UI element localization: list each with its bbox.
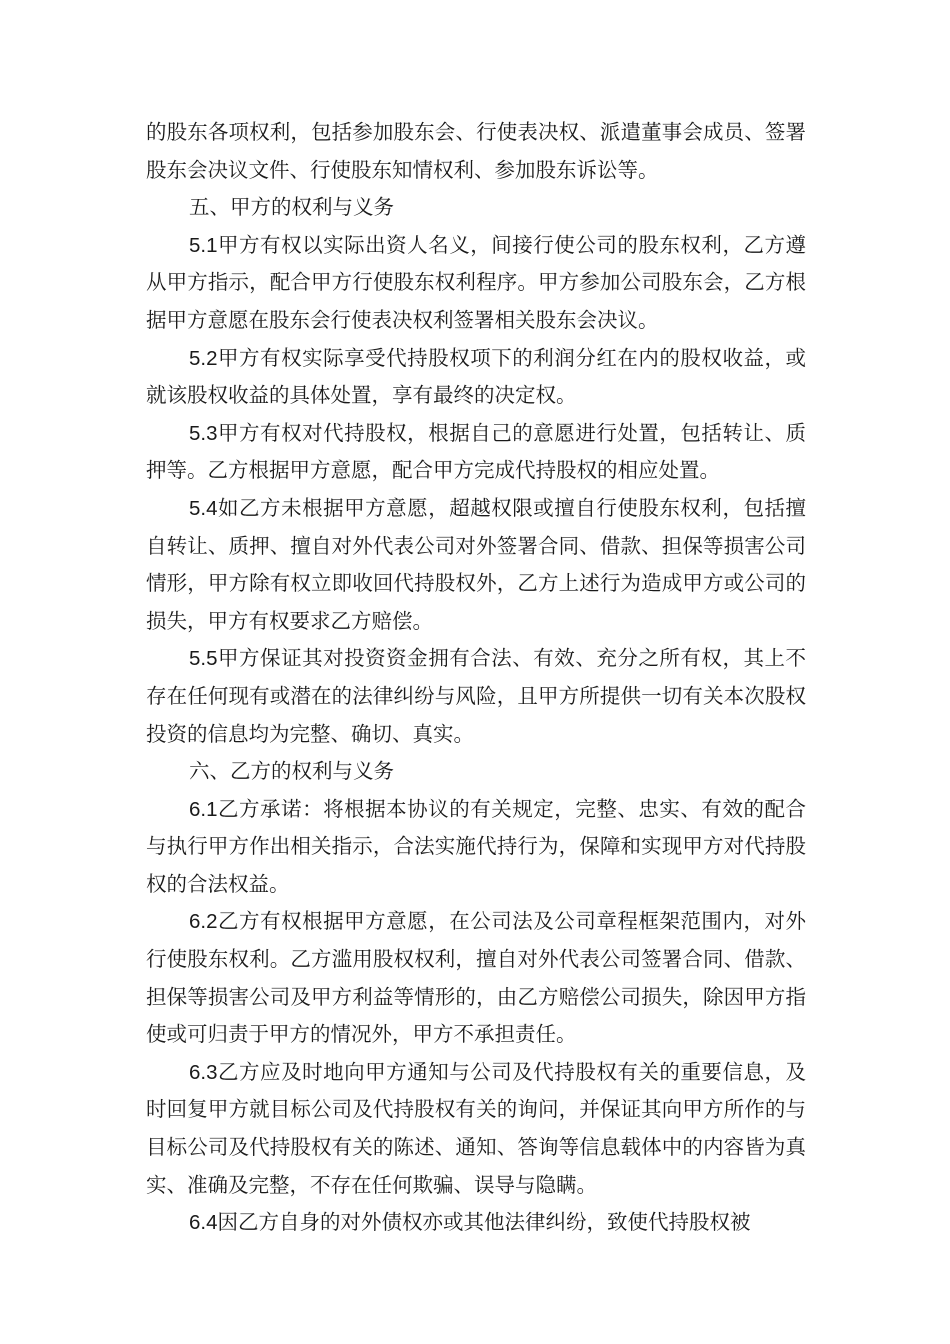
section-heading-6 [146, 753, 806, 791]
clause-6-4 [146, 1204, 806, 1242]
clause-text: 甲方有权以实际出资人名义，间接行使公司的股东权利，乙方遵从甲方指示，配合甲方行使股东权利程序。甲方参加公司股东会，乙方根据甲方意愿在股东会行使表决权利签署相关股东会决议。 [146, 232, 806, 332]
clause-number: 5.5 [189, 647, 218, 671]
clause-text: 甲方有权对代持股权，根据自己的意愿进行处置，包括转让、质押等。乙方根据甲方意愿，配合甲方完成代持股权的相应处置。 [146, 420, 806, 483]
clause-text: 因乙方自身的对外债权亦或其他法律纠纷，致使代持股权被 [217, 1210, 751, 1235]
document-body [146, 114, 806, 1242]
clause-5-3 [146, 415, 806, 490]
clause-number: 5.1 [189, 233, 218, 257]
clause-text: 甲方有权实际享受代持股权项下的利润分红在内的股权收益，或就该股权收益的具体处置，享有最终的决定权。 [146, 345, 806, 408]
heading-text: 六、乙方的权利与义务 [189, 759, 394, 784]
clause-6-1 [146, 791, 806, 904]
clause-number: 6.1 [189, 797, 218, 821]
clause-6-2 [146, 903, 806, 1053]
clause-5-1 [146, 227, 806, 340]
clause-5-4 [146, 490, 806, 640]
section-heading-5 [146, 189, 806, 227]
clause-number: 5.3 [189, 421, 218, 445]
clause-6-3 [146, 1054, 806, 1204]
clause-text: 如乙方未根据甲方意愿，超越权限或擅自行使股东权利，包括擅自转让、质押、擅自对外代表公司对外签署合同、借款、担保等损害公司情形，甲方除有权立即收回代持股权外，乙方上述行为造成甲方或公司的损失，甲方有权要求乙方赔偿。 [146, 495, 806, 633]
clause-5-2 [146, 340, 806, 415]
clause-text: 乙方应及时地向甲方通知与公司及代持股权有关的重要信息，及时回复甲方就目标公司及代持股权有关的询问，并保证其向甲方所作的与目标公司及代持股权有关的陈述、通知、答询等信息载体中的内容皆为真实、准确及完整，不存在任何欺骗、误导与隐瞒。 [146, 1059, 806, 1197]
clause-text: 乙方有权根据甲方意愿，在公司法及公司章程框架范围内，对外行使股东权利。乙方滥用股权权利，擅自对外代表公司签署合同、借款、担保等损害公司及甲方利益等情形的，由乙方赔偿公司损失，除因甲方指使或可归责于甲方的情况外，甲方不承担责任。 [146, 909, 806, 1047]
paragraph-text: 的股东各项权利，包括参加股东会、行使表决权、派遣董事会成员、签署股东会决议文件、行使股东知情权利、参加股东诉讼等。 [146, 120, 806, 182]
clause-number: 5.2 [189, 346, 218, 370]
clause-number: 6.4 [189, 1211, 218, 1235]
heading-text: 五、甲方的权利与义务 [189, 195, 394, 220]
clause-number: 6.2 [189, 910, 218, 934]
clause-number: 5.4 [189, 496, 218, 520]
clause-text: 乙方承诺：将根据本协议的有关规定，完整、忠实、有效的配合与执行甲方作出相关指示，合法实施代持行为，保障和实现甲方对代持股权的合法权益。 [146, 796, 806, 896]
clause-5-5 [146, 640, 806, 753]
paragraph-continuation [146, 114, 806, 189]
clause-text: 甲方保证其对投资资金拥有合法、有效、充分之所有权，其上不存在任何现有或潜在的法律纠纷与风险，且甲方所提供一切有关本次股权投资的信息均为完整、确切、真实。 [146, 646, 806, 746]
clause-number: 6.3 [189, 1060, 218, 1084]
